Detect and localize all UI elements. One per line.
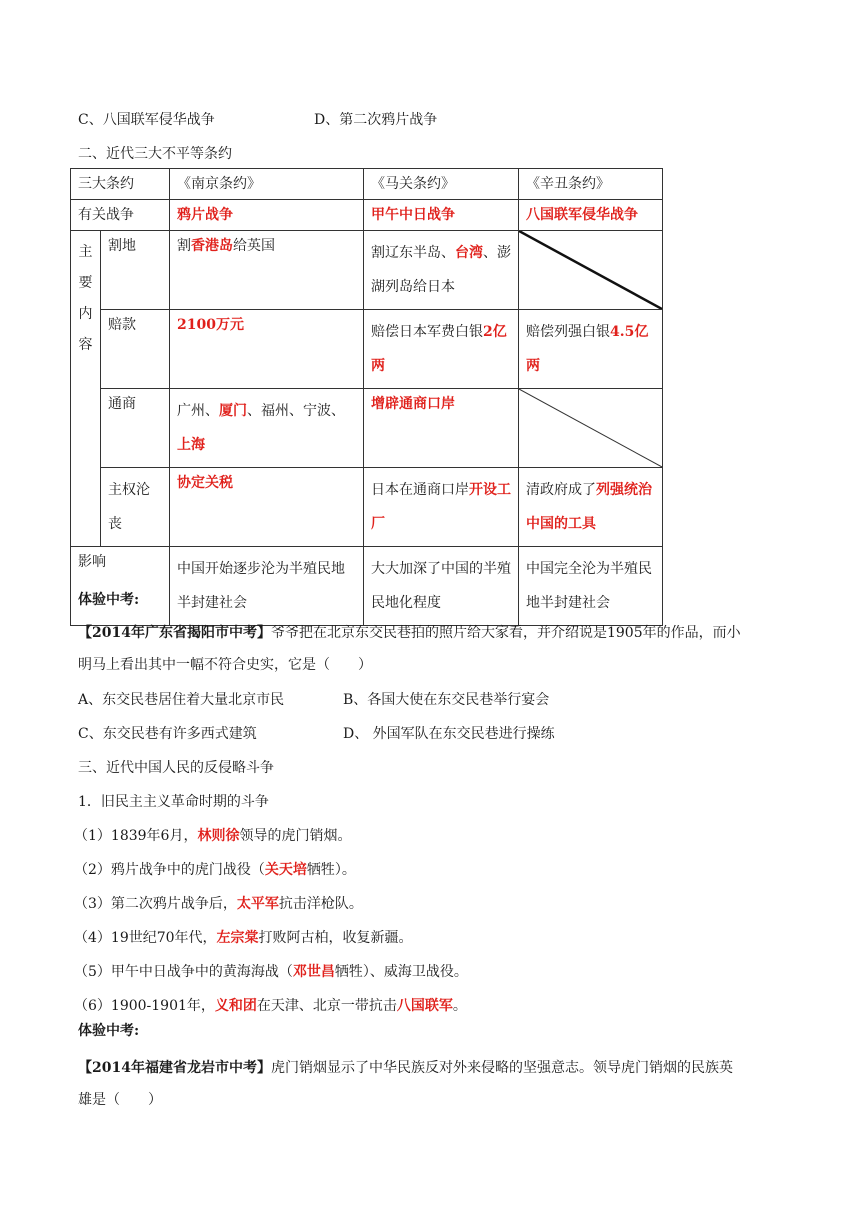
option-a: A、东交民巷居住着大量北京市民 xyxy=(78,692,285,708)
option-b: B、各国大使在东交民巷举行宴会 xyxy=(343,692,550,708)
table-row xyxy=(71,389,663,468)
list-item: （2）鸦片战争中的虎门战役（关天培牺牲）。 xyxy=(74,862,356,878)
table-cell: 日本在通商口岸开设工厂 xyxy=(364,468,519,547)
table-cell: 赔偿日本军费白银2亿两 xyxy=(364,310,519,389)
table-cell: 中国开始逐步沦为半殖民地半封建社会 xyxy=(170,547,364,626)
table-header-cell: 三大条约 xyxy=(71,169,170,200)
diagonal-line xyxy=(519,231,662,309)
table-cell: 甲午中日战争 xyxy=(364,200,519,231)
table-row xyxy=(71,169,663,200)
table-cell: 割辽东半岛、台湾、澎湖列岛给日本 xyxy=(364,231,519,310)
question-stem-cont: 雄是（ ） xyxy=(78,1092,162,1108)
list-item: （6）1900-1901年，义和团在天津、北京一带抗击八国联军。 xyxy=(74,998,467,1014)
table-row xyxy=(71,310,663,389)
table-cell: 增辟通商口岸 xyxy=(364,389,519,468)
list-item: （4）19世纪70年代，左宗棠打败阿古柏，收复新疆。 xyxy=(74,930,413,946)
table-cell: 割香港岛给英国 xyxy=(170,231,364,310)
question-stem: 【2014年福建省龙岩市中考】虎门销烟显示了中华民族反对外来侵略的坚强意志。领导虎门销烟的民族英 xyxy=(78,1060,733,1076)
row-label: 有关战争 xyxy=(71,200,170,231)
table-cell: 赔偿列强白银4.5亿两 xyxy=(519,310,663,389)
exam-heading: 体验中考: xyxy=(78,592,140,608)
list-item: （1）1839年6月，林则徐领导的虎门销烟。 xyxy=(74,828,352,844)
diagonal-line xyxy=(519,389,662,467)
option-d: D、第二次鸦片战争 xyxy=(314,112,438,128)
group-label-text: 主要内容 xyxy=(78,244,93,353)
table-row xyxy=(71,200,663,231)
option-d: D、 外国军队在东交民巷进行操练 xyxy=(343,726,555,742)
table-row xyxy=(71,468,663,547)
table-cell: 八国联军侵华战争 xyxy=(519,200,663,231)
table-cell: 清政府成了列强统治中国的工具 xyxy=(519,468,663,547)
table-cell: 协定关税 xyxy=(170,468,364,547)
table-cell: 广州、厦门、福州、宁波、上海 xyxy=(170,389,364,468)
subsection-title: 1．旧民主主义革命时期的斗争 xyxy=(78,794,269,810)
row-label: 主权沦丧 xyxy=(101,468,170,547)
option-c: C、东交民巷有许多西式建筑 xyxy=(78,726,257,742)
question-stem: 【2014年广东省揭阳市中考】爷爷把在北京东交民巷拍的照片给大家看，并介绍说是1905年的作品，而小 xyxy=(78,625,741,641)
exam-heading: 体验中考: xyxy=(78,1023,140,1039)
table-cell: 中国完全沦为半殖民地半封建社会 xyxy=(519,547,663,626)
table-header-cell: 《马关条约》 xyxy=(364,169,519,200)
question-stem-cont: 明马上看出其中一幅不符合史实，它是（ ） xyxy=(78,657,372,673)
table-header-cell: 《辛丑条约》 xyxy=(519,169,663,200)
row-label: 通商 xyxy=(101,389,170,468)
group-label xyxy=(71,231,101,547)
table-cell: 2100万元 xyxy=(170,310,364,389)
option-c: C、八国联军侵华战争 xyxy=(78,112,215,128)
section-title: 三、近代中国人民的反侵略斗争 xyxy=(78,760,274,776)
list-item: （5）甲午中日战争中的黄海海战（邓世昌牺牲）、威海卫战役。 xyxy=(74,964,468,980)
table-row xyxy=(71,547,663,626)
table-header-cell: 《南京条约》 xyxy=(170,169,364,200)
empty-diagonal-cell xyxy=(519,231,663,310)
list-item: （3）第二次鸦片战争后，太平军抗击洋枪队。 xyxy=(74,896,363,912)
row-label: 影响 xyxy=(71,547,170,626)
treaties-table xyxy=(70,168,663,626)
section-title: 二、近代三大不平等条约 xyxy=(78,146,232,162)
empty-diagonal-cell xyxy=(519,389,663,468)
row-label: 割地 xyxy=(101,231,170,310)
row-label: 赔款 xyxy=(101,310,170,389)
table-row xyxy=(71,231,663,310)
table-cell: 鸦片战争 xyxy=(170,200,364,231)
table-cell: 大大加深了中国的半殖民地化程度 xyxy=(364,547,519,626)
